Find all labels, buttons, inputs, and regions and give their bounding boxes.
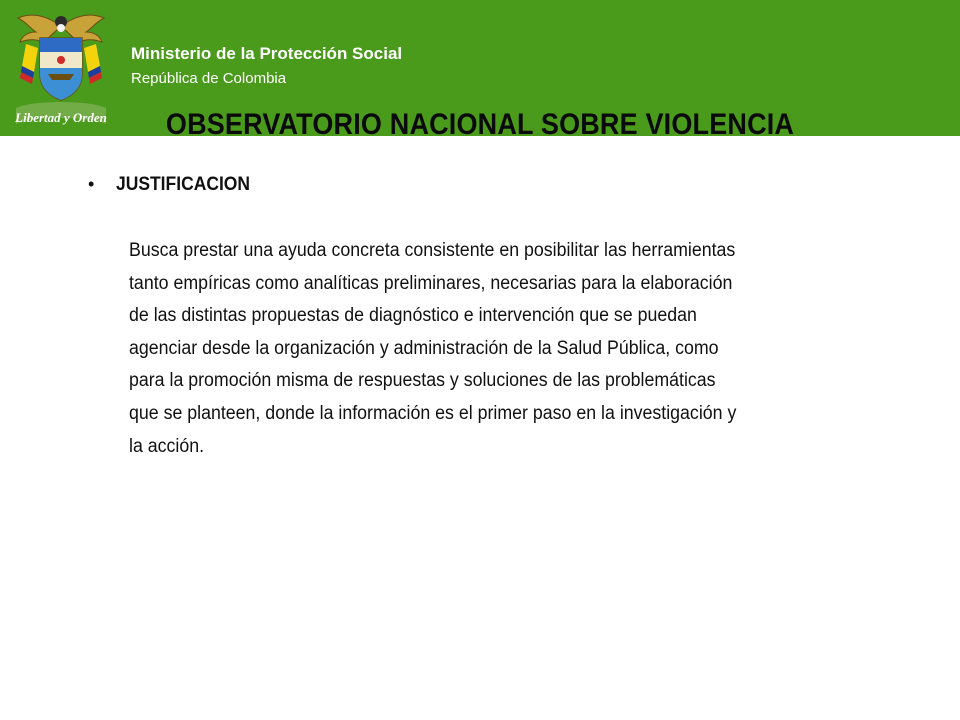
paragraph-line: agenciar desde la organización y administración de la Salud Pública, como	[129, 337, 719, 359]
bullet-glyph: •	[88, 174, 95, 194]
slide-title: OBSERVATORIO NACIONAL SOBRE VIOLENCIA	[165, 108, 795, 141]
paragraph-line: de las distintas propuestas de diagnóstico e intervención que se puedan	[129, 305, 697, 327]
bullet-item	[88, 174, 262, 196]
paragraph-line: para la promoción misma de respuestas y soluciones de las problemáticas	[129, 370, 716, 392]
justification-paragraph	[129, 235, 919, 463]
bullet-label: JUSTIFICACION	[116, 174, 251, 195]
paragraph-line: tanto empíricas como analíticas preliminares, necesarias para la elaboración	[129, 272, 733, 294]
paragraph-line: Busca prestar una ayuda concreta consistente en posibilitar las herramientas	[129, 240, 736, 261]
svg-text:Libertad y Orden: Libertad y Orden	[15, 110, 107, 125]
republic-name: República de Colombia	[131, 70, 287, 87]
ministry-name: Ministerio de la Protección Social	[131, 44, 403, 63]
paragraph-line: que se planteen, donde la información es el primer paso en la investigación y	[129, 402, 737, 424]
paragraph-line: la acción.	[129, 435, 205, 457]
